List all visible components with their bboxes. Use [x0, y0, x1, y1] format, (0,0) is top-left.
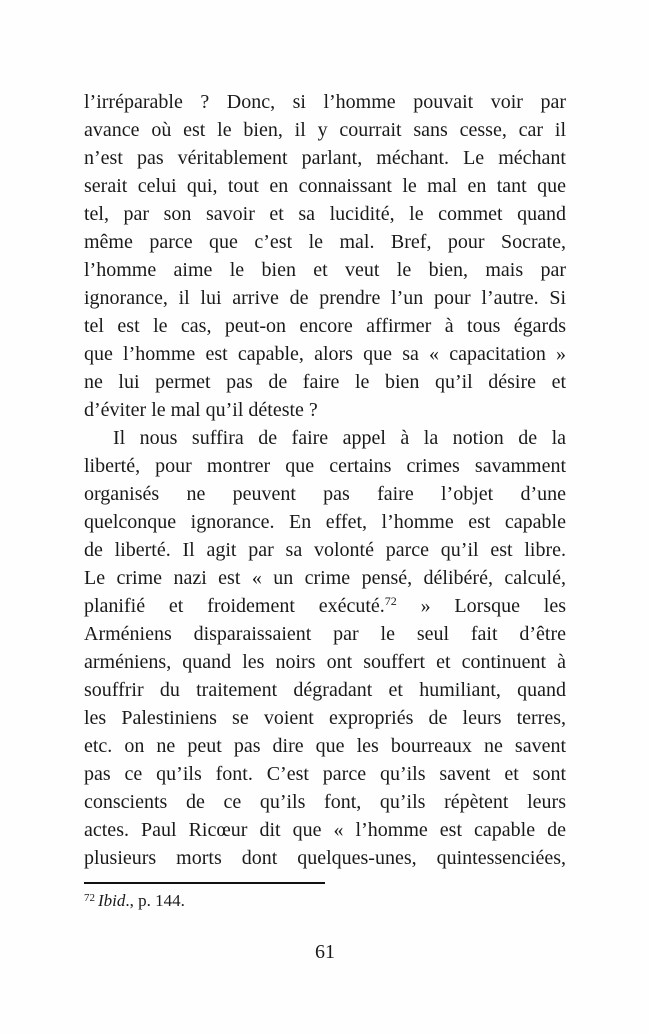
- text-line: que l’homme est capable, alors que sa « capacitation »: [84, 343, 566, 365]
- text-line: Le crime nazi est « un crime pensé, délibéré, calculé,: [84, 567, 566, 589]
- text-line: planifié et froidement exécuté.$^{72}$ » Lorsque les: [84, 594, 566, 617]
- text-line: Il nous suffira de faire appel à la notion de la: [113, 427, 566, 449]
- text-line: n’est pas véritablement parlant, méchant. Le méchant: [84, 147, 566, 169]
- footnote-source-rest: ., p. 144.: [125, 891, 185, 910]
- text-line: l’irréparable ? Donc, si l’homme pouvait voir par: [84, 91, 566, 113]
- footnote-marker: 72: [84, 892, 95, 904]
- text-line: Arméniens disparaissaient par le seul fait d’être: [84, 623, 566, 645]
- page-number: 61: [315, 941, 335, 963]
- text-line: les Palestiniens se voient expropriés de leurs terres,: [84, 707, 566, 729]
- text-line: actes. Paul Ricœur dit que « l’homme est capable de: [84, 819, 566, 841]
- text-line: liberté, pour montrer que certains crimes savamment: [84, 455, 566, 477]
- text-line: arméniens, quand les noirs ont souffert et continuent à: [84, 651, 566, 673]
- text-line: organisés ne peuvent pas faire l’objet d’une: [84, 483, 566, 505]
- text-line: avance où est le bien, il y courrait sans cesse, car il: [84, 119, 566, 141]
- text-line: conscients de ce qu’ils font, qu’ils répètent leurs: [84, 791, 566, 813]
- text-line: de liberté. Il agit par sa volonté parce qu’il est libre.: [84, 539, 566, 561]
- text-line: ignorance, il lui arrive de prendre l’un pour l’autre. Si: [84, 287, 566, 309]
- text-line: souffrir du traitement dégradant et humiliant, quand: [84, 679, 566, 701]
- text-line: même parce que c’est le mal. Bref, pour Socrate,: [84, 231, 566, 253]
- text-line: tel est le cas, peut-on encore affirmer à tous égards: [84, 315, 566, 337]
- text-line: l’homme aime le bien et veut le bien, mais par: [84, 259, 566, 281]
- footnote: [84, 890, 566, 912]
- body-text: [84, 88, 566, 872]
- text-line: pas ce qu’ils font. C’est parce qu’ils savent et sont: [84, 763, 566, 785]
- footnote-source-title: Ibid: [98, 891, 126, 910]
- text-line: quelconque ignorance. En effet, l’homme est capable: [84, 511, 566, 533]
- footnote-reference: 72: [384, 594, 397, 608]
- text-line: plusieurs morts dont quelques-unes, quintessenciées,: [84, 847, 566, 869]
- text-line: ne lui permet pas de faire le bien qu’il désire et: [84, 371, 566, 393]
- text-line: serait celui qui, tout en connaissant le mal en tant que: [84, 175, 566, 197]
- text-line: d’éviter le mal qu’il déteste ?: [84, 399, 318, 421]
- text-line: etc. on ne peut pas dire que les bourreaux ne savent: [84, 735, 566, 757]
- footnote-separator: [84, 882, 325, 884]
- text-line: tel, par son savoir et sa lucidité, le commet quand: [84, 203, 566, 225]
